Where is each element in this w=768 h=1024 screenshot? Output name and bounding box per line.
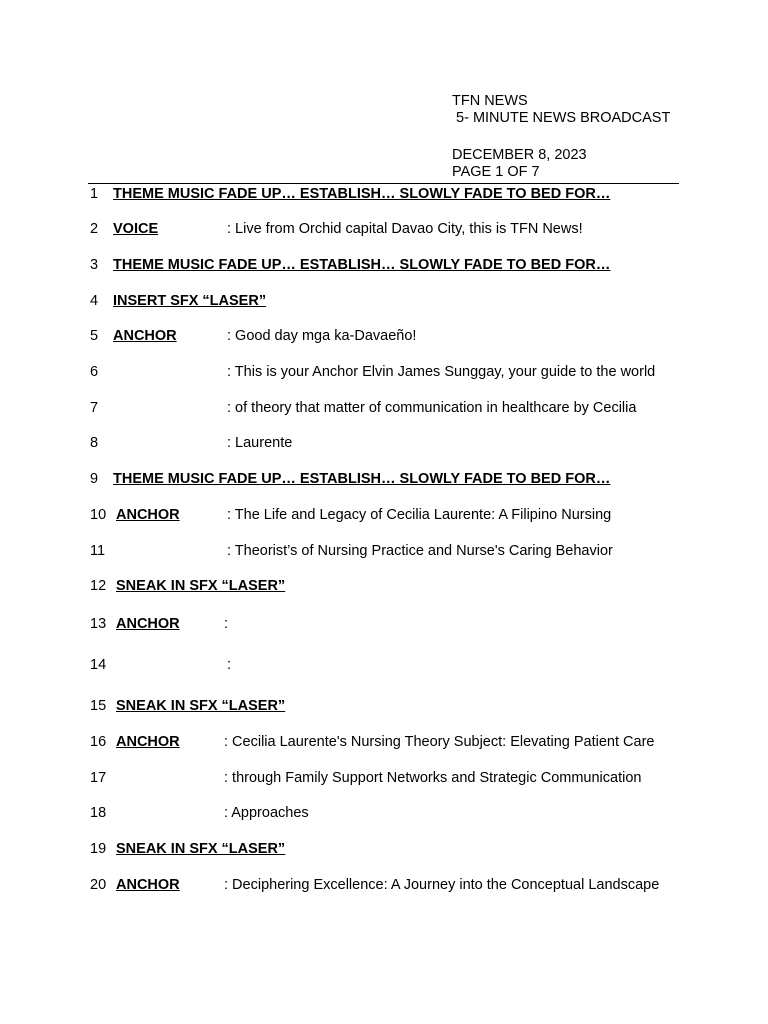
line-number: 19 xyxy=(90,841,107,857)
dialogue-text: : of theory that matter of communication in healthcare by Cecilia xyxy=(227,400,637,416)
header-program: 5- MINUTE NEWS BROADCAST xyxy=(452,110,671,126)
dialogue-text: : Cecilia Laurente's Nursing Theory Subject: Elevating Patient Care xyxy=(224,734,655,750)
line-number: 3 xyxy=(90,257,99,273)
speaker-label: ANCHOR xyxy=(116,734,180,750)
dialogue-text: : xyxy=(224,616,229,632)
header-divider xyxy=(88,183,679,184)
production-cue: THEME MUSIC FADE UP… ESTABLISH… SLOWLY FADE TO BED FOR… xyxy=(113,471,611,487)
dialogue-text: : Theorist’s of Nursing Practice and Nurse's Caring Behavior xyxy=(227,543,613,559)
line-number: 7 xyxy=(90,400,99,416)
line-number: 6 xyxy=(90,364,99,380)
line-number: 13 xyxy=(90,616,107,632)
speaker-label: VOICE xyxy=(113,221,159,237)
line-number: 14 xyxy=(90,657,107,673)
dialogue-text: : Live from Orchid capital Davao City, this is TFN News! xyxy=(227,221,583,237)
speaker-label: ANCHOR xyxy=(116,877,180,893)
line-number: 10 xyxy=(90,507,107,523)
dialogue-text: : Approaches xyxy=(224,805,309,821)
dialogue-text: : This is your Anchor Elvin James Sunggay, your guide to the world xyxy=(227,364,656,380)
document-header xyxy=(452,93,670,181)
dialogue-text: : The Life and Legacy of Cecilia Laurente: A Filipino Nursing xyxy=(227,507,612,523)
line-number: 18 xyxy=(90,805,107,821)
production-cue: THEME MUSIC FADE UP… ESTABLISH… SLOWLY FADE TO BED FOR… xyxy=(113,257,611,273)
production-cue: SNEAK IN SFX “LASER” xyxy=(116,698,286,714)
header-station: TFN NEWS xyxy=(452,93,528,109)
line-number: 5 xyxy=(90,328,99,344)
production-cue: SNEAK IN SFX “LASER” xyxy=(116,841,286,857)
line-number: 2 xyxy=(90,221,99,237)
production-cue: THEME MUSIC FADE UP… ESTABLISH… SLOWLY FADE TO BED FOR… xyxy=(113,186,611,202)
dialogue-text: : Good day mga ka-Davaeño! xyxy=(227,328,417,344)
header-date: DECEMBER 8, 2023 xyxy=(452,147,587,163)
line-number: 1 xyxy=(90,186,99,202)
dialogue-text: : xyxy=(227,657,232,673)
dialogue-text: : through Family Support Networks and Strategic Communication xyxy=(224,770,642,786)
speaker-label: ANCHOR xyxy=(116,507,180,523)
line-number: 4 xyxy=(90,293,99,309)
line-number: 20 xyxy=(90,877,107,893)
production-cue: INSERT SFX “LASER” xyxy=(113,293,267,309)
dialogue-text: : Laurente xyxy=(227,435,293,451)
dialogue-text: : Deciphering Excellence: A Journey into the Conceptual Landscape xyxy=(224,877,660,893)
line-number: 17 xyxy=(90,770,107,786)
line-number: 15 xyxy=(90,698,107,714)
speaker-label: ANCHOR xyxy=(116,616,180,632)
line-number: 11 xyxy=(90,543,106,559)
production-cue: SNEAK IN SFX “LASER” xyxy=(116,578,286,594)
line-number: 9 xyxy=(90,471,99,487)
line-number: 12 xyxy=(90,578,107,594)
header-page-number: PAGE 1 OF 7 xyxy=(452,164,540,180)
line-number: 8 xyxy=(90,435,99,451)
speaker-label: ANCHOR xyxy=(113,328,177,344)
line-number: 16 xyxy=(90,734,107,750)
